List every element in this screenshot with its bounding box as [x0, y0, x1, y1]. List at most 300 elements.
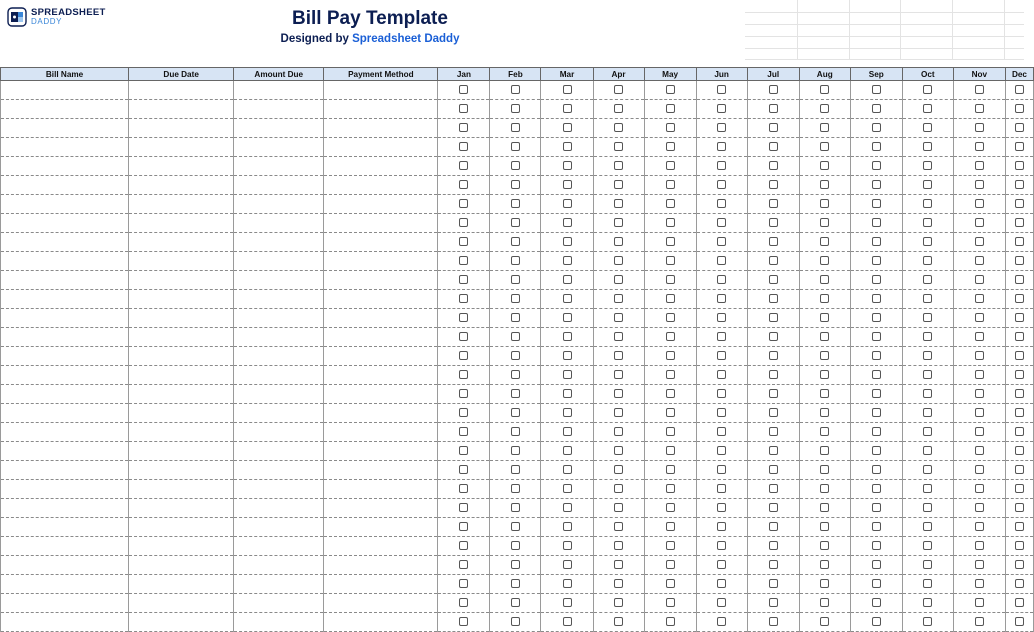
cell-amount-due[interactable]	[234, 594, 324, 613]
checkbox-unchecked-icon[interactable]	[820, 237, 829, 246]
checkbox-unchecked-icon[interactable]	[872, 465, 881, 474]
checkbox-unchecked-icon[interactable]	[975, 541, 984, 550]
column-header-dec[interactable]: Dec	[1005, 68, 1033, 81]
checkbox-unchecked-icon[interactable]	[614, 237, 623, 246]
checkbox-unchecked-icon[interactable]	[923, 351, 932, 360]
column-header-apr[interactable]: Apr	[593, 68, 644, 81]
checkbox-unchecked-icon[interactable]	[1015, 123, 1024, 132]
checkbox-unchecked-icon[interactable]	[923, 541, 932, 550]
checkbox-unchecked-icon[interactable]	[769, 313, 778, 322]
checkbox-unchecked-icon[interactable]	[717, 446, 726, 455]
cell-payment-method[interactable]	[324, 499, 438, 518]
checkbox-unchecked-icon[interactable]	[975, 522, 984, 531]
cell-payment-method[interactable]	[324, 271, 438, 290]
checkbox-unchecked-icon[interactable]	[923, 484, 932, 493]
checkbox-unchecked-icon[interactable]	[666, 427, 675, 436]
checkbox-unchecked-icon[interactable]	[975, 218, 984, 227]
cell-bill-name[interactable]	[1, 347, 129, 366]
checkbox-unchecked-icon[interactable]	[872, 560, 881, 569]
checkbox-unchecked-icon[interactable]	[563, 180, 572, 189]
checkbox-unchecked-icon[interactable]	[459, 465, 468, 474]
checkbox-unchecked-icon[interactable]	[511, 503, 520, 512]
cell-payment-method[interactable]	[324, 461, 438, 480]
checkbox-unchecked-icon[interactable]	[511, 598, 520, 607]
checkbox-unchecked-icon[interactable]	[717, 218, 726, 227]
checkbox-unchecked-icon[interactable]	[923, 427, 932, 436]
checkbox-unchecked-icon[interactable]	[975, 332, 984, 341]
checkbox-unchecked-icon[interactable]	[975, 161, 984, 170]
checkbox-unchecked-icon[interactable]	[820, 294, 829, 303]
checkbox-unchecked-icon[interactable]	[717, 351, 726, 360]
checkbox-unchecked-icon[interactable]	[975, 237, 984, 246]
checkbox-unchecked-icon[interactable]	[459, 503, 468, 512]
checkbox-unchecked-icon[interactable]	[975, 579, 984, 588]
checkbox-unchecked-icon[interactable]	[717, 104, 726, 113]
checkbox-unchecked-icon[interactable]	[769, 180, 778, 189]
checkbox-unchecked-icon[interactable]	[563, 237, 572, 246]
checkbox-unchecked-icon[interactable]	[666, 123, 675, 132]
checkbox-unchecked-icon[interactable]	[769, 142, 778, 151]
checkbox-unchecked-icon[interactable]	[820, 465, 829, 474]
cell-due-date[interactable]	[129, 537, 234, 556]
checkbox-unchecked-icon[interactable]	[820, 484, 829, 493]
cell-bill-name[interactable]	[1, 385, 129, 404]
checkbox-unchecked-icon[interactable]	[923, 579, 932, 588]
cell-bill-name[interactable]	[1, 518, 129, 537]
cell-amount-due[interactable]	[234, 328, 324, 347]
cell-bill-name[interactable]	[1, 556, 129, 575]
cell-bill-name[interactable]	[1, 138, 129, 157]
checkbox-unchecked-icon[interactable]	[769, 408, 778, 417]
checkbox-unchecked-icon[interactable]	[614, 85, 623, 94]
checkbox-unchecked-icon[interactable]	[1015, 389, 1024, 398]
cell-due-date[interactable]	[129, 328, 234, 347]
checkbox-unchecked-icon[interactable]	[459, 598, 468, 607]
checkbox-unchecked-icon[interactable]	[975, 484, 984, 493]
column-header-may[interactable]: May	[644, 68, 696, 81]
checkbox-unchecked-icon[interactable]	[820, 256, 829, 265]
checkbox-unchecked-icon[interactable]	[666, 85, 675, 94]
cell-bill-name[interactable]	[1, 537, 129, 556]
cell-payment-method[interactable]	[324, 214, 438, 233]
checkbox-unchecked-icon[interactable]	[717, 484, 726, 493]
checkbox-unchecked-icon[interactable]	[769, 294, 778, 303]
cell-payment-method[interactable]	[324, 556, 438, 575]
checkbox-unchecked-icon[interactable]	[717, 199, 726, 208]
cell-amount-due[interactable]	[234, 309, 324, 328]
cell-due-date[interactable]	[129, 594, 234, 613]
checkbox-unchecked-icon[interactable]	[769, 617, 778, 626]
checkbox-unchecked-icon[interactable]	[614, 332, 623, 341]
cell-amount-due[interactable]	[234, 480, 324, 499]
checkbox-unchecked-icon[interactable]	[820, 541, 829, 550]
cell-amount-due[interactable]	[234, 81, 324, 100]
checkbox-unchecked-icon[interactable]	[459, 104, 468, 113]
checkbox-unchecked-icon[interactable]	[1015, 142, 1024, 151]
checkbox-unchecked-icon[interactable]	[769, 389, 778, 398]
column-header-jan[interactable]: Jan	[438, 68, 490, 81]
cell-amount-due[interactable]	[234, 157, 324, 176]
checkbox-unchecked-icon[interactable]	[975, 617, 984, 626]
cell-bill-name[interactable]	[1, 575, 129, 594]
cell-due-date[interactable]	[129, 81, 234, 100]
cell-amount-due[interactable]	[234, 347, 324, 366]
checkbox-unchecked-icon[interactable]	[975, 123, 984, 132]
checkbox-unchecked-icon[interactable]	[614, 142, 623, 151]
checkbox-unchecked-icon[interactable]	[769, 104, 778, 113]
checkbox-unchecked-icon[interactable]	[820, 351, 829, 360]
checkbox-unchecked-icon[interactable]	[666, 503, 675, 512]
checkbox-unchecked-icon[interactable]	[1015, 351, 1024, 360]
checkbox-unchecked-icon[interactable]	[563, 123, 572, 132]
checkbox-unchecked-icon[interactable]	[769, 465, 778, 474]
checkbox-unchecked-icon[interactable]	[511, 275, 520, 284]
cell-bill-name[interactable]	[1, 100, 129, 119]
checkbox-unchecked-icon[interactable]	[975, 104, 984, 113]
checkbox-unchecked-icon[interactable]	[872, 351, 881, 360]
cell-bill-name[interactable]	[1, 195, 129, 214]
column-header-amount-due[interactable]: Amount Due	[234, 68, 324, 81]
cell-amount-due[interactable]	[234, 290, 324, 309]
checkbox-unchecked-icon[interactable]	[820, 522, 829, 531]
checkbox-unchecked-icon[interactable]	[666, 484, 675, 493]
column-header-oct[interactable]: Oct	[902, 68, 953, 81]
checkbox-unchecked-icon[interactable]	[614, 484, 623, 493]
checkbox-unchecked-icon[interactable]	[614, 123, 623, 132]
cell-payment-method[interactable]	[324, 404, 438, 423]
checkbox-unchecked-icon[interactable]	[820, 427, 829, 436]
checkbox-unchecked-icon[interactable]	[872, 85, 881, 94]
cell-due-date[interactable]	[129, 404, 234, 423]
cell-due-date[interactable]	[129, 575, 234, 594]
checkbox-unchecked-icon[interactable]	[614, 503, 623, 512]
checkbox-unchecked-icon[interactable]	[459, 332, 468, 341]
cell-payment-method[interactable]	[324, 423, 438, 442]
checkbox-unchecked-icon[interactable]	[820, 598, 829, 607]
checkbox-unchecked-icon[interactable]	[459, 180, 468, 189]
checkbox-unchecked-icon[interactable]	[717, 123, 726, 132]
cell-amount-due[interactable]	[234, 195, 324, 214]
checkbox-unchecked-icon[interactable]	[769, 503, 778, 512]
cell-bill-name[interactable]	[1, 252, 129, 271]
checkbox-unchecked-icon[interactable]	[820, 123, 829, 132]
checkbox-unchecked-icon[interactable]	[1015, 522, 1024, 531]
checkbox-unchecked-icon[interactable]	[666, 541, 675, 550]
checkbox-unchecked-icon[interactable]	[614, 199, 623, 208]
checkbox-unchecked-icon[interactable]	[717, 332, 726, 341]
checkbox-unchecked-icon[interactable]	[614, 579, 623, 588]
checkbox-unchecked-icon[interactable]	[511, 389, 520, 398]
checkbox-unchecked-icon[interactable]	[872, 541, 881, 550]
cell-bill-name[interactable]	[1, 290, 129, 309]
checkbox-unchecked-icon[interactable]	[1015, 503, 1024, 512]
cell-amount-due[interactable]	[234, 100, 324, 119]
cell-payment-method[interactable]	[324, 309, 438, 328]
checkbox-unchecked-icon[interactable]	[872, 579, 881, 588]
cell-due-date[interactable]	[129, 442, 234, 461]
checkbox-unchecked-icon[interactable]	[717, 237, 726, 246]
cell-payment-method[interactable]	[324, 195, 438, 214]
cell-amount-due[interactable]	[234, 138, 324, 157]
checkbox-unchecked-icon[interactable]	[666, 560, 675, 569]
checkbox-unchecked-icon[interactable]	[511, 142, 520, 151]
checkbox-unchecked-icon[interactable]	[511, 408, 520, 417]
cell-amount-due[interactable]	[234, 575, 324, 594]
checkbox-unchecked-icon[interactable]	[872, 332, 881, 341]
checkbox-unchecked-icon[interactable]	[717, 408, 726, 417]
checkbox-unchecked-icon[interactable]	[459, 294, 468, 303]
cell-amount-due[interactable]	[234, 119, 324, 138]
checkbox-unchecked-icon[interactable]	[975, 389, 984, 398]
cell-due-date[interactable]	[129, 138, 234, 157]
checkbox-unchecked-icon[interactable]	[820, 313, 829, 322]
checkbox-unchecked-icon[interactable]	[872, 218, 881, 227]
checkbox-unchecked-icon[interactable]	[975, 446, 984, 455]
checkbox-unchecked-icon[interactable]	[820, 370, 829, 379]
checkbox-unchecked-icon[interactable]	[923, 275, 932, 284]
column-header-jun[interactable]: Jun	[696, 68, 747, 81]
checkbox-unchecked-icon[interactable]	[459, 427, 468, 436]
checkbox-unchecked-icon[interactable]	[1015, 275, 1024, 284]
checkbox-unchecked-icon[interactable]	[975, 503, 984, 512]
cell-due-date[interactable]	[129, 385, 234, 404]
cell-amount-due[interactable]	[234, 442, 324, 461]
checkbox-unchecked-icon[interactable]	[769, 332, 778, 341]
checkbox-unchecked-icon[interactable]	[459, 370, 468, 379]
checkbox-unchecked-icon[interactable]	[975, 427, 984, 436]
checkbox-unchecked-icon[interactable]	[563, 484, 572, 493]
checkbox-unchecked-icon[interactable]	[459, 351, 468, 360]
cell-payment-method[interactable]	[324, 119, 438, 138]
checkbox-unchecked-icon[interactable]	[666, 294, 675, 303]
column-header-jul[interactable]: Jul	[747, 68, 799, 81]
checkbox-unchecked-icon[interactable]	[717, 427, 726, 436]
checkbox-unchecked-icon[interactable]	[975, 85, 984, 94]
checkbox-unchecked-icon[interactable]	[872, 104, 881, 113]
checkbox-unchecked-icon[interactable]	[511, 313, 520, 322]
checkbox-unchecked-icon[interactable]	[820, 617, 829, 626]
checkbox-unchecked-icon[interactable]	[614, 351, 623, 360]
cell-amount-due[interactable]	[234, 233, 324, 252]
checkbox-unchecked-icon[interactable]	[1015, 541, 1024, 550]
cell-amount-due[interactable]	[234, 404, 324, 423]
checkbox-unchecked-icon[interactable]	[923, 142, 932, 151]
checkbox-unchecked-icon[interactable]	[459, 541, 468, 550]
checkbox-unchecked-icon[interactable]	[666, 256, 675, 265]
checkbox-unchecked-icon[interactable]	[923, 104, 932, 113]
cell-amount-due[interactable]	[234, 214, 324, 233]
checkbox-unchecked-icon[interactable]	[563, 351, 572, 360]
checkbox-unchecked-icon[interactable]	[459, 446, 468, 455]
checkbox-unchecked-icon[interactable]	[923, 503, 932, 512]
cell-due-date[interactable]	[129, 157, 234, 176]
checkbox-unchecked-icon[interactable]	[563, 503, 572, 512]
checkbox-unchecked-icon[interactable]	[769, 218, 778, 227]
cell-payment-method[interactable]	[324, 442, 438, 461]
checkbox-unchecked-icon[interactable]	[872, 446, 881, 455]
checkbox-unchecked-icon[interactable]	[717, 370, 726, 379]
checkbox-unchecked-icon[interactable]	[975, 408, 984, 417]
checkbox-unchecked-icon[interactable]	[923, 522, 932, 531]
checkbox-unchecked-icon[interactable]	[769, 598, 778, 607]
cell-bill-name[interactable]	[1, 480, 129, 499]
cell-payment-method[interactable]	[324, 537, 438, 556]
checkbox-unchecked-icon[interactable]	[511, 180, 520, 189]
checkbox-unchecked-icon[interactable]	[769, 161, 778, 170]
cell-bill-name[interactable]	[1, 423, 129, 442]
checkbox-unchecked-icon[interactable]	[563, 256, 572, 265]
cell-payment-method[interactable]	[324, 81, 438, 100]
checkbox-unchecked-icon[interactable]	[1015, 161, 1024, 170]
checkbox-unchecked-icon[interactable]	[717, 541, 726, 550]
cell-bill-name[interactable]	[1, 404, 129, 423]
checkbox-unchecked-icon[interactable]	[459, 85, 468, 94]
checkbox-unchecked-icon[interactable]	[820, 389, 829, 398]
checkbox-unchecked-icon[interactable]	[872, 370, 881, 379]
cell-due-date[interactable]	[129, 119, 234, 138]
checkbox-unchecked-icon[interactable]	[717, 598, 726, 607]
checkbox-unchecked-icon[interactable]	[614, 446, 623, 455]
checkbox-unchecked-icon[interactable]	[872, 522, 881, 531]
checkbox-unchecked-icon[interactable]	[769, 446, 778, 455]
checkbox-unchecked-icon[interactable]	[459, 617, 468, 626]
checkbox-unchecked-icon[interactable]	[769, 275, 778, 284]
cell-amount-due[interactable]	[234, 499, 324, 518]
checkbox-unchecked-icon[interactable]	[511, 579, 520, 588]
checkbox-unchecked-icon[interactable]	[820, 275, 829, 284]
cell-due-date[interactable]	[129, 613, 234, 632]
column-header-aug[interactable]: Aug	[799, 68, 850, 81]
cell-payment-method[interactable]	[324, 138, 438, 157]
checkbox-unchecked-icon[interactable]	[563, 465, 572, 474]
cell-amount-due[interactable]	[234, 537, 324, 556]
cell-due-date[interactable]	[129, 347, 234, 366]
checkbox-unchecked-icon[interactable]	[666, 237, 675, 246]
cell-amount-due[interactable]	[234, 176, 324, 195]
checkbox-unchecked-icon[interactable]	[614, 294, 623, 303]
checkbox-unchecked-icon[interactable]	[666, 598, 675, 607]
checkbox-unchecked-icon[interactable]	[923, 294, 932, 303]
checkbox-unchecked-icon[interactable]	[923, 256, 932, 265]
cell-amount-due[interactable]	[234, 385, 324, 404]
checkbox-unchecked-icon[interactable]	[614, 256, 623, 265]
cell-payment-method[interactable]	[324, 575, 438, 594]
checkbox-unchecked-icon[interactable]	[820, 161, 829, 170]
checkbox-unchecked-icon[interactable]	[563, 389, 572, 398]
checkbox-unchecked-icon[interactable]	[666, 351, 675, 360]
checkbox-unchecked-icon[interactable]	[872, 199, 881, 208]
checkbox-unchecked-icon[interactable]	[563, 294, 572, 303]
checkbox-unchecked-icon[interactable]	[1015, 465, 1024, 474]
cell-due-date[interactable]	[129, 480, 234, 499]
checkbox-unchecked-icon[interactable]	[820, 446, 829, 455]
checkbox-unchecked-icon[interactable]	[717, 256, 726, 265]
checkbox-unchecked-icon[interactable]	[563, 161, 572, 170]
checkbox-unchecked-icon[interactable]	[923, 218, 932, 227]
checkbox-unchecked-icon[interactable]	[975, 142, 984, 151]
checkbox-unchecked-icon[interactable]	[872, 598, 881, 607]
checkbox-unchecked-icon[interactable]	[511, 484, 520, 493]
checkbox-unchecked-icon[interactable]	[923, 560, 932, 569]
checkbox-unchecked-icon[interactable]	[1015, 332, 1024, 341]
cell-due-date[interactable]	[129, 233, 234, 252]
checkbox-unchecked-icon[interactable]	[666, 389, 675, 398]
checkbox-unchecked-icon[interactable]	[1015, 579, 1024, 588]
checkbox-unchecked-icon[interactable]	[563, 617, 572, 626]
cell-amount-due[interactable]	[234, 613, 324, 632]
checkbox-unchecked-icon[interactable]	[820, 332, 829, 341]
cell-payment-method[interactable]	[324, 176, 438, 195]
checkbox-unchecked-icon[interactable]	[459, 522, 468, 531]
checkbox-unchecked-icon[interactable]	[511, 560, 520, 569]
column-header-payment-method[interactable]: Payment Method	[324, 68, 438, 81]
checkbox-unchecked-icon[interactable]	[820, 503, 829, 512]
checkbox-unchecked-icon[interactable]	[511, 351, 520, 360]
column-header-sep[interactable]: Sep	[850, 68, 902, 81]
checkbox-unchecked-icon[interactable]	[717, 275, 726, 284]
cell-payment-method[interactable]	[324, 290, 438, 309]
cell-due-date[interactable]	[129, 252, 234, 271]
checkbox-unchecked-icon[interactable]	[459, 560, 468, 569]
checkbox-unchecked-icon[interactable]	[975, 560, 984, 569]
checkbox-unchecked-icon[interactable]	[820, 560, 829, 569]
checkbox-unchecked-icon[interactable]	[717, 617, 726, 626]
checkbox-unchecked-icon[interactable]	[459, 256, 468, 265]
cell-due-date[interactable]	[129, 518, 234, 537]
checkbox-unchecked-icon[interactable]	[666, 161, 675, 170]
cell-payment-method[interactable]	[324, 480, 438, 499]
checkbox-unchecked-icon[interactable]	[563, 199, 572, 208]
checkbox-unchecked-icon[interactable]	[614, 465, 623, 474]
cell-bill-name[interactable]	[1, 442, 129, 461]
cell-due-date[interactable]	[129, 214, 234, 233]
checkbox-unchecked-icon[interactable]	[872, 294, 881, 303]
checkbox-unchecked-icon[interactable]	[1015, 256, 1024, 265]
checkbox-unchecked-icon[interactable]	[666, 370, 675, 379]
checkbox-unchecked-icon[interactable]	[872, 256, 881, 265]
checkbox-unchecked-icon[interactable]	[872, 427, 881, 436]
checkbox-unchecked-icon[interactable]	[511, 237, 520, 246]
cell-amount-due[interactable]	[234, 518, 324, 537]
checkbox-unchecked-icon[interactable]	[614, 275, 623, 284]
checkbox-unchecked-icon[interactable]	[717, 313, 726, 322]
checkbox-unchecked-icon[interactable]	[666, 465, 675, 474]
cell-bill-name[interactable]	[1, 157, 129, 176]
checkbox-unchecked-icon[interactable]	[717, 522, 726, 531]
checkbox-unchecked-icon[interactable]	[923, 598, 932, 607]
checkbox-unchecked-icon[interactable]	[923, 237, 932, 246]
checkbox-unchecked-icon[interactable]	[511, 104, 520, 113]
checkbox-unchecked-icon[interactable]	[459, 123, 468, 132]
checkbox-unchecked-icon[interactable]	[769, 256, 778, 265]
checkbox-unchecked-icon[interactable]	[614, 560, 623, 569]
checkbox-unchecked-icon[interactable]	[666, 408, 675, 417]
checkbox-unchecked-icon[interactable]	[563, 142, 572, 151]
cell-due-date[interactable]	[129, 423, 234, 442]
cell-amount-due[interactable]	[234, 366, 324, 385]
cell-amount-due[interactable]	[234, 423, 324, 442]
checkbox-unchecked-icon[interactable]	[1015, 199, 1024, 208]
checkbox-unchecked-icon[interactable]	[769, 199, 778, 208]
checkbox-unchecked-icon[interactable]	[1015, 294, 1024, 303]
column-header-due-date[interactable]: Due Date	[129, 68, 234, 81]
cell-payment-method[interactable]	[324, 347, 438, 366]
cell-payment-method[interactable]	[324, 385, 438, 404]
cell-payment-method[interactable]	[324, 157, 438, 176]
checkbox-unchecked-icon[interactable]	[511, 427, 520, 436]
checkbox-unchecked-icon[interactable]	[563, 313, 572, 322]
cell-payment-method[interactable]	[324, 518, 438, 537]
